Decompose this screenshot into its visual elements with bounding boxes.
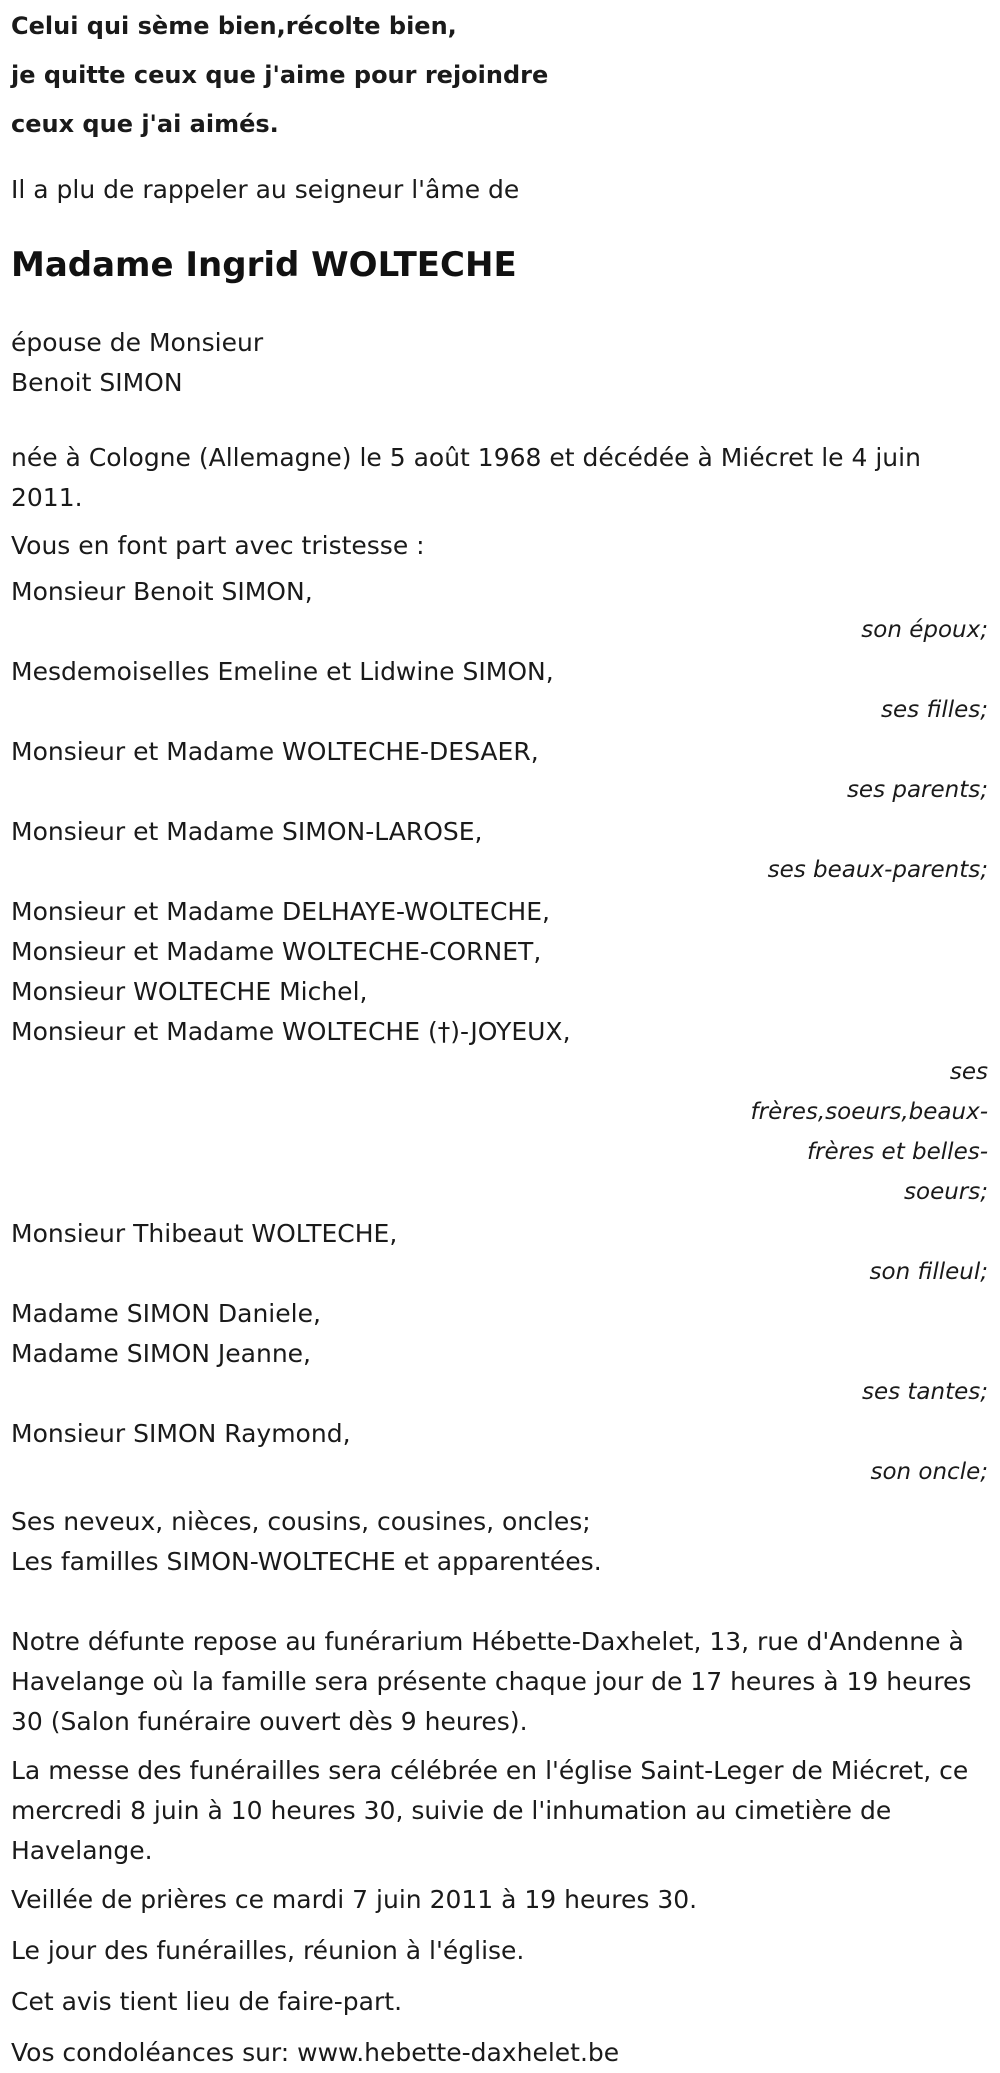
family-names — [11, 572, 990, 612]
family-names — [11, 1214, 990, 1254]
birth-death-info: née à Cologne (Allemagne) le 5 août 1968 et décédée à Miécret le 4 juin 2011. — [11, 443, 921, 512]
family-role: ses tantes; — [861, 1379, 988, 1405]
spouse-info — [11, 323, 990, 403]
poem-line: Celui qui sème bien,récolte bien, — [11, 12, 457, 40]
family-entry — [11, 732, 990, 810]
family-name: Monsieur et Madame DELHAYE-WOLTECHE, — [11, 897, 550, 926]
spouse-line: épouse de Monsieur — [11, 328, 264, 357]
family-name: Mesdemoiselles Emeline et Lidwine SIMON, — [11, 657, 554, 686]
family-name: Monsieur et Madame WOLTECHE-CORNET, — [11, 937, 542, 966]
family-entry — [11, 1414, 990, 1492]
family-names — [11, 1414, 990, 1454]
family-names — [11, 732, 990, 772]
family-entry — [11, 1294, 990, 1412]
family-role: ses beaux-parents; — [767, 857, 988, 883]
family-list — [11, 572, 990, 1492]
family-role: son époux; — [861, 617, 988, 643]
family-name: Monsieur et Madame SIMON-LAROSE, — [11, 817, 483, 846]
family-entry — [11, 572, 990, 650]
family-name: Madame SIMON Daniele, — [11, 1299, 321, 1328]
family-names — [11, 652, 990, 692]
family-role: ses parents; — [846, 777, 988, 803]
family-entry — [11, 892, 990, 1212]
family-name: Monsieur Thibeaut WOLTECHE, — [11, 1219, 398, 1248]
family-entry — [11, 652, 990, 730]
family-names — [11, 812, 990, 852]
family-role: son oncle; — [870, 1459, 988, 1485]
family-name: Monsieur SIMON Raymond, — [11, 1419, 351, 1448]
other-relatives-line: Ses neveux, nièces, cousins, cousines, oncles; — [11, 1507, 591, 1536]
announcement: Vous en font part avec tristesse : — [11, 531, 425, 560]
other-relatives — [11, 1502, 990, 1582]
poem-line: je quitte ceux que j'aime pour rejoindre — [11, 61, 549, 89]
spouse-name: Benoit SIMON — [11, 368, 183, 397]
family-role: ses frères,soeurs,beaux-frères et belles-soeurs; — [750, 1059, 988, 1205]
family-name: Monsieur et Madame WOLTECHE-DESAER, — [11, 737, 539, 766]
family-role: ses filles; — [881, 697, 988, 723]
family-entry — [11, 1214, 990, 1292]
poem — [11, 2, 990, 149]
notice-text: Cet avis tient lieu de faire-part. — [11, 1987, 403, 2016]
intro-text: Il a plu de rappeler au seigneur l'âme de — [11, 175, 520, 204]
family-name: Monsieur WOLTECHE Michel, — [11, 977, 368, 1006]
family-name: Madame SIMON Jeanne, — [11, 1339, 311, 1368]
obituary-notice — [0, 2, 990, 2073]
family-name: Monsieur Benoit SIMON, — [11, 577, 313, 606]
deceased-name: Madame Ingrid WOLTECHE — [11, 245, 517, 285]
other-relatives-line: Les familles SIMON-WOLTECHE et apparentées. — [11, 1547, 602, 1576]
poem-line: ceux que j'ai aimés. — [11, 110, 279, 138]
family-role: son filleul; — [869, 1259, 988, 1285]
family-names — [11, 892, 990, 1052]
repose-info: Notre défunte repose au funérarium Hébette-Daxhelet, 13, rue d'Andenne à Havelange où la famille sera présente chaque jour de 17 heures à 19 heures 30 (Salon funéraire ouvert dès 9 heures). — [11, 1627, 972, 1736]
vigil-info: Veillée de prières ce mardi 7 juin 2011 à 19 heures 30. — [11, 1885, 698, 1914]
family-name: Monsieur et Madame WOLTECHE (†)-JOYEUX, — [11, 1017, 571, 1046]
family-names — [11, 1294, 990, 1374]
meeting-info: Le jour des funérailles, réunion à l'église. — [11, 1936, 525, 1965]
funeral-mass-info: La messe des funérailles sera célébrée en l'église Saint-Leger de Miécret, ce mercredi 8 juin à 10 heures 30, suivie de l'inhumation au cimetière de Havelange. — [11, 1756, 969, 1865]
family-entry — [11, 812, 990, 890]
condolences-text: Vos condoléances sur: www.hebette-daxhelet.be — [11, 2038, 620, 2067]
